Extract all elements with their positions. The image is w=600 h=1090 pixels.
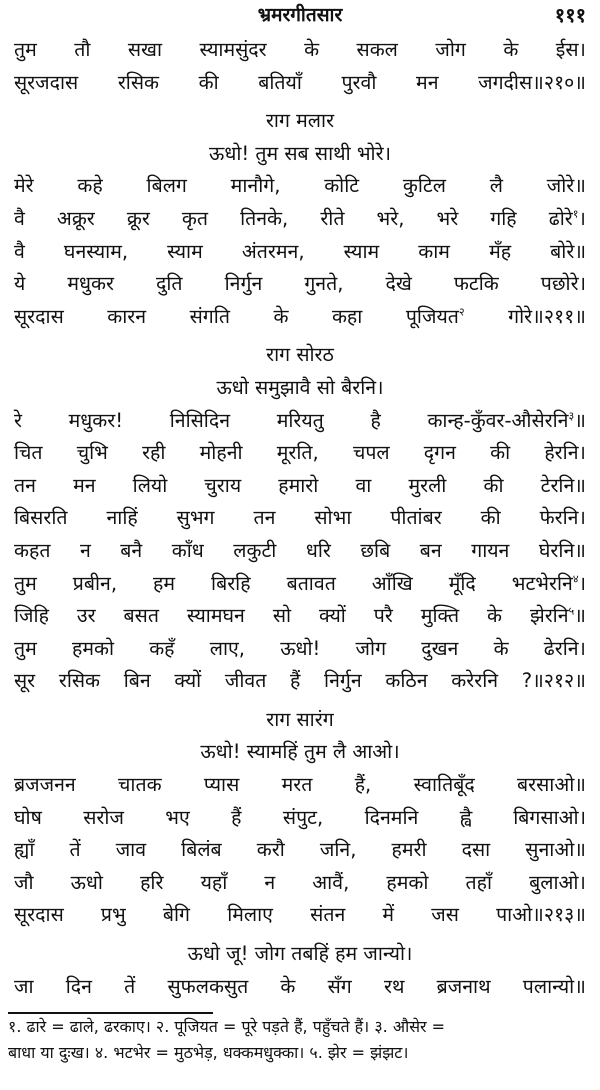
pad-section xyxy=(0,34,600,99)
opening-line: ऊधो! तुम सब साथी भोरे। xyxy=(209,141,391,165)
footnote-line: १. ढारे = ढाले, ढरकाए। २. पूजियत = पूरे पड़ते हैं, पहुँचते हैं। ३. औसेर = xyxy=(8,1017,446,1036)
page-number: १११ xyxy=(554,3,586,27)
verse-line: कहत न बनै काँध लकुटी धरि छबि बन गायन घेरनि॥ xyxy=(14,538,586,562)
opening-line: ऊधो समुझावै सो बैरनि। xyxy=(216,375,384,399)
verse-line: वै अक्रूर क्रूर कृत तिनके, रीते भरे, भरे गहि ढोरे$^१$। xyxy=(14,206,586,230)
verse-line: जौ ऊधो हरि यहाँ न आवैं, हमको तहाँ बुलाओ। xyxy=(14,870,586,894)
raga-heading: राग सोरठ xyxy=(266,343,334,367)
pad-section xyxy=(0,932,600,1003)
verse-line: सूरदास कारन संगति के कहा पूजियत$^२$ गोरे॥२११॥ xyxy=(14,304,586,328)
footnotes xyxy=(0,1012,600,1066)
verse-line: जा दिन तें सुफलकसुत के सँग रथ ब्रजनाथ पलान्यो॥ xyxy=(14,974,586,998)
footnote-list xyxy=(0,1014,600,1066)
pad-section xyxy=(0,698,600,932)
verse-line: सूरजदास रसिक की बतियाँ पुरवौ मन जगदीस॥२१०॥ xyxy=(14,70,586,94)
verse-line: तुम प्रबीन, हम बिरहि बतावत आँखि मूँदि भटभेरनि$^४$। xyxy=(14,571,586,595)
opening-line: ऊधो! स्यामहिं तुम लै आओ। xyxy=(200,740,400,764)
verse-line: ये मधुकर दुति निर्गुन गुनते, देखे फटकि पछोरे। xyxy=(14,272,586,296)
page-header xyxy=(0,2,600,28)
verse-line: चित चुभि रही मोहनी मूरति, चपल दृगन की हेरनि। xyxy=(14,441,586,465)
verse-line: तुम तौ सखा स्यामसुंदर के सकल जोग के ईस। xyxy=(14,38,586,61)
verse-line: घोष सरोज भए हैं संपुट, दिनमनि ह्वै बिगसाओ। xyxy=(14,805,586,829)
verse-line: ह्याँ तें जाव बिलंब करौ जनि, हमरी दसा सुनाओ॥ xyxy=(14,838,586,862)
verse-line: ब्रजजनन चातक प्यास मरत हैं, स्वातिबूँद बरसाओ॥ xyxy=(14,773,586,797)
pad-section xyxy=(0,333,600,698)
verse-line: सूरदास प्रभु बेगि मिलाए संतन में जस पाओ॥२१३॥ xyxy=(14,903,586,927)
poem-body xyxy=(0,34,600,1003)
running-title: भ्रमरगीतसार xyxy=(257,4,343,26)
verse-line: रे मधुकर! निसिदिन मरियतु है कान्ह-कुँवर-औसेरनि$^३$॥ xyxy=(14,408,586,432)
footnote-line: बाधा या दुःख। ४. भटभेर = मुठभेड़, धक्कमधुक्का। ५. झेर = झंझट। xyxy=(8,1043,409,1062)
verse-line: तुम हमको कहँ लाए, ऊधो! जोग दुखन के ढेरनि। xyxy=(14,636,586,660)
opening-line: ऊधो जू! जोग तबहिं हम जान्यो। xyxy=(187,942,413,966)
verse-line: तन मन लियो चुराय हमारो वा मुरली की टेरनि॥ xyxy=(14,473,586,497)
verse-line: बिसरति नाहिं सुभग तन सोभा पीतांबर की फेरनि। xyxy=(14,506,586,530)
verse-line: मेरे कहे बिलग मानौगे, कोटि कुटिल लै जोरे॥ xyxy=(14,174,586,198)
pad-section xyxy=(0,99,600,333)
raga-heading: राग सारंग xyxy=(266,707,334,731)
verse-line: वै घनस्याम, स्याम अंतरमन, स्याम काम मँह बोरे॥ xyxy=(14,239,586,263)
raga-heading: राग मलार xyxy=(265,109,335,133)
verse-line: जिहि उर बसत स्यामघन सो क्यों परै मुक्ति के झेरनि$^५$॥ xyxy=(14,604,586,628)
verse-line: सूर रसिक बिन क्यों जीवत हैं निर्गुन कठिन करेरनि ?॥२१२॥ xyxy=(14,669,586,693)
